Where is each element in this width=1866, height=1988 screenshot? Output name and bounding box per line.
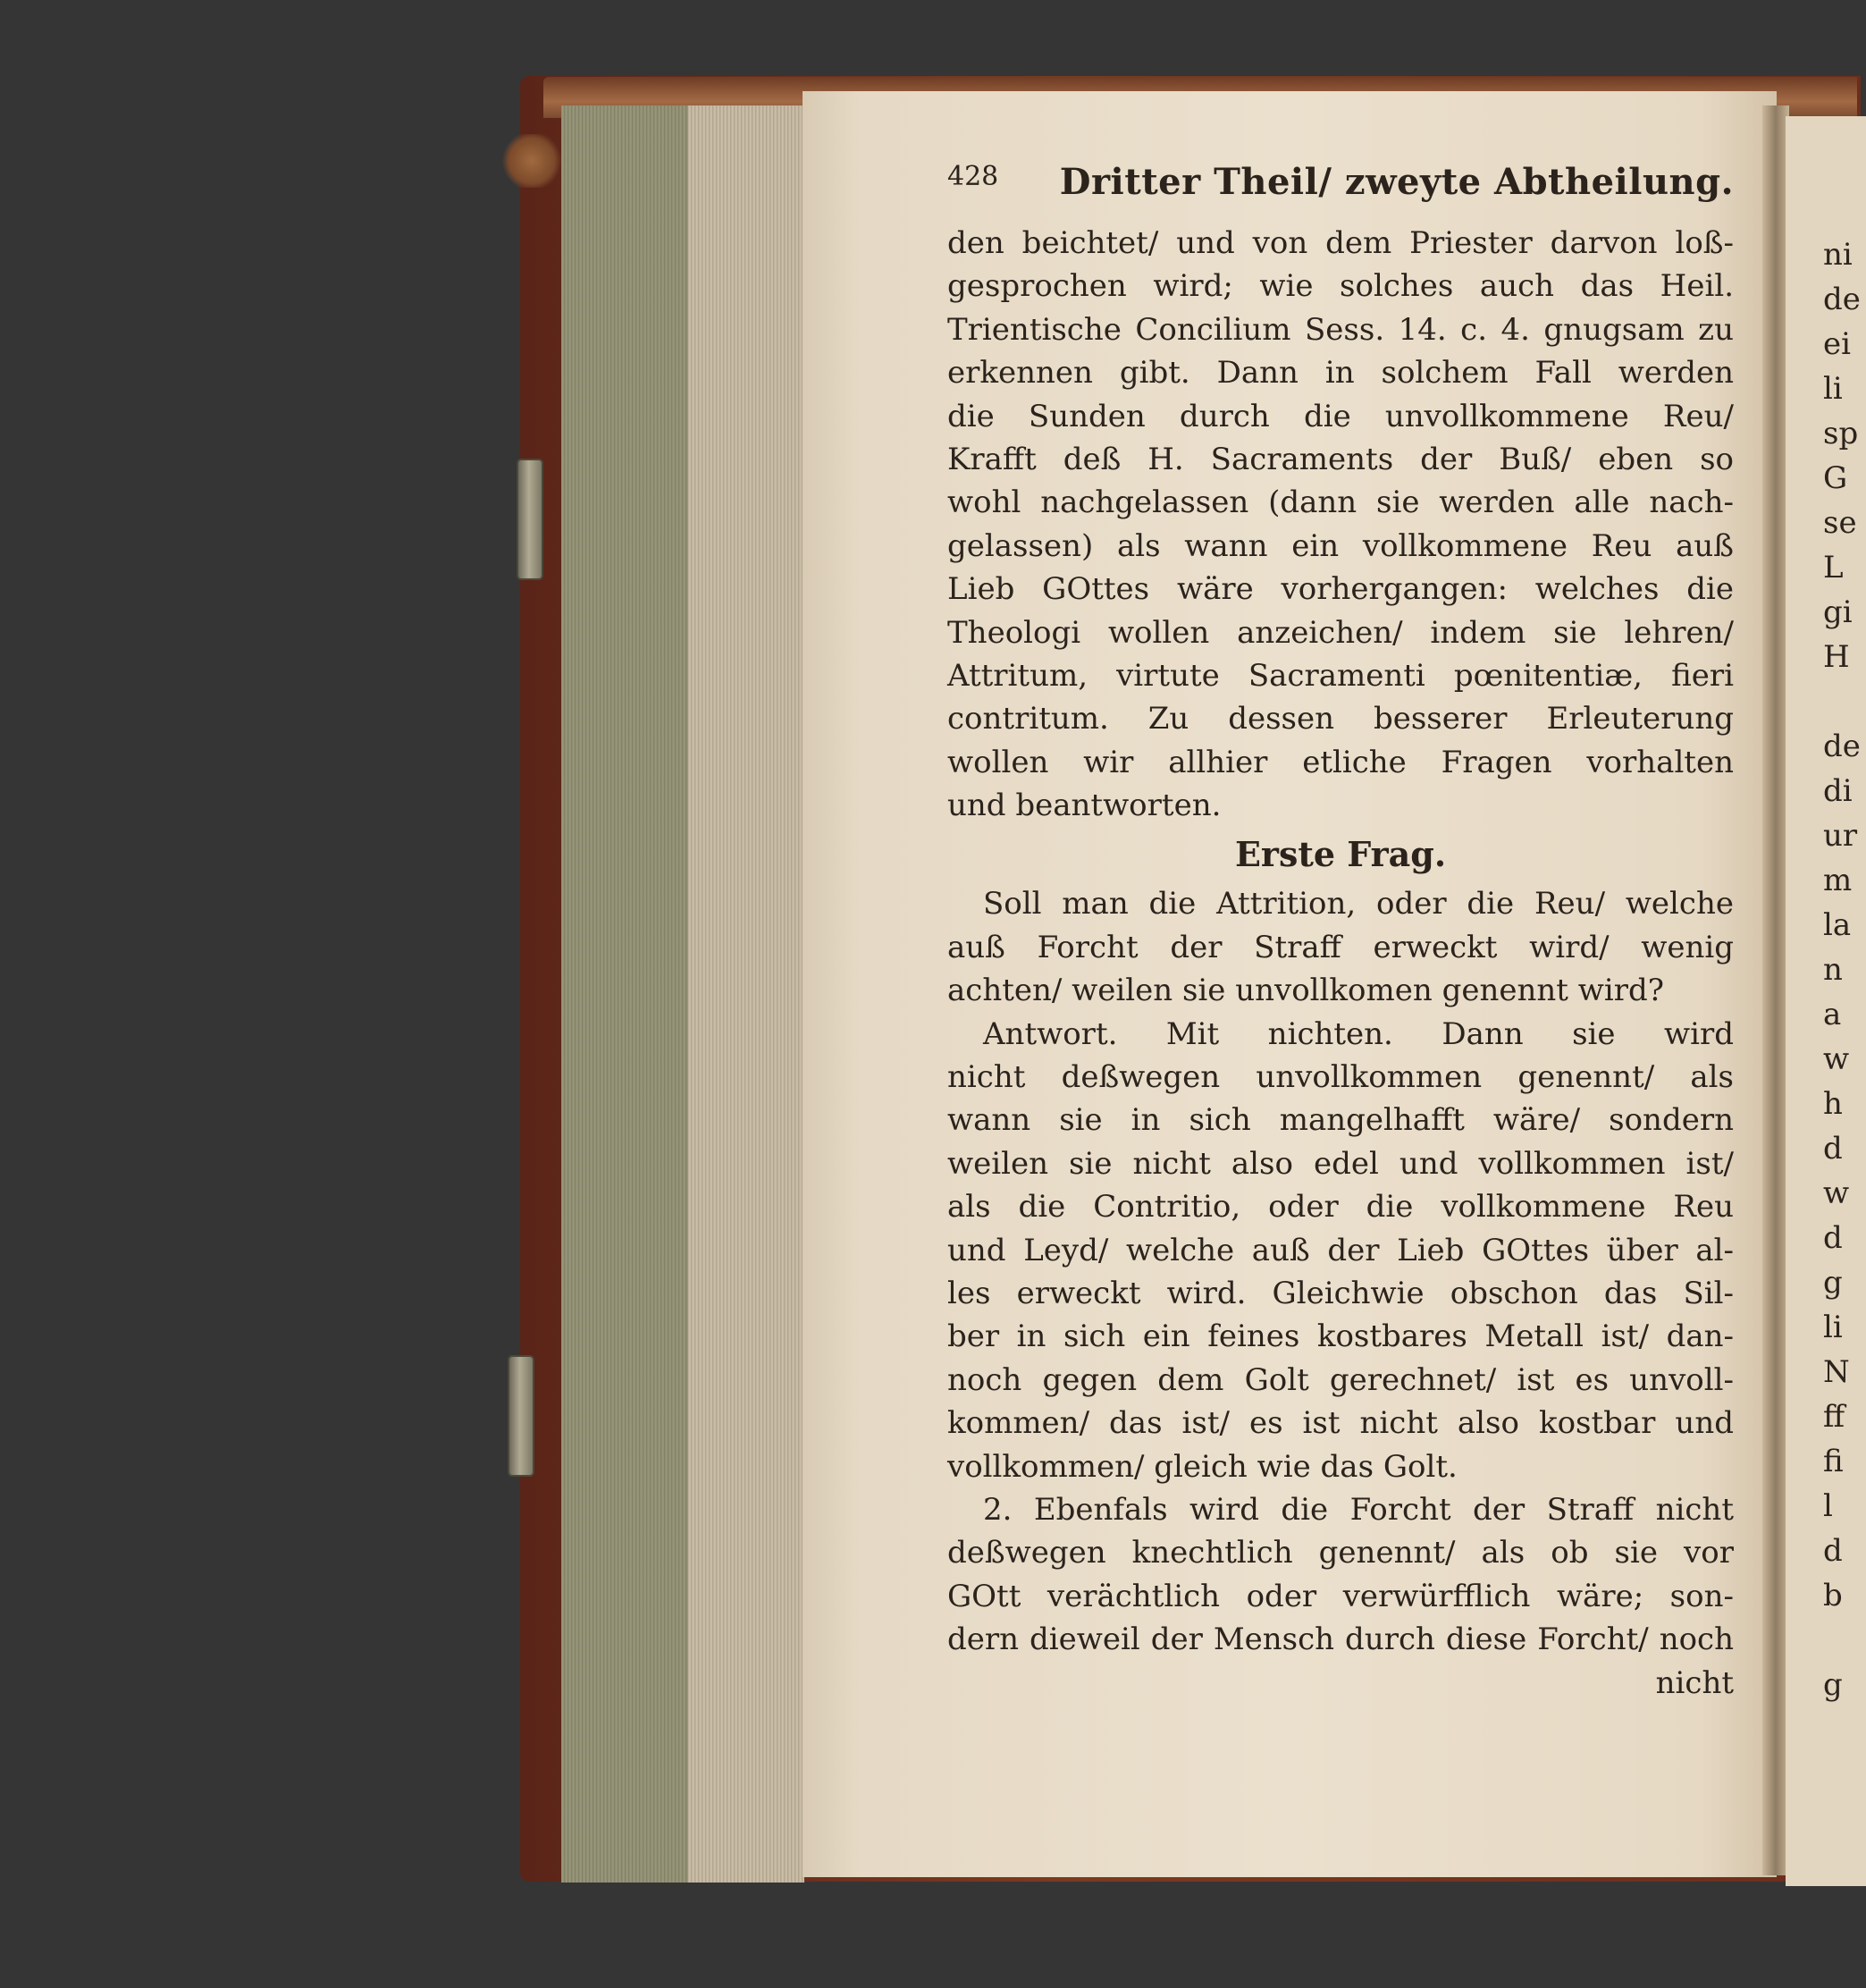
fragment-line: h [1823, 1086, 1843, 1122]
fragment-line: d [1823, 1131, 1843, 1167]
fragment-line: de [1823, 282, 1861, 317]
page-header [947, 161, 1734, 222]
fragment-line: fi [1823, 1444, 1844, 1479]
fore-edge-light [688, 105, 804, 1883]
fragment-line: g [1823, 1667, 1843, 1703]
text-line: achten/ weilen sie unvollkomen genennt wird? [947, 973, 1664, 1009]
text-line: noch gegen dem Golt gerechnet/ ist es unvoll- [947, 1361, 1734, 1398]
catchword: nicht [1655, 1664, 1734, 1701]
text-line: den beichtet/ und von dem Priester darvon loß- [947, 225, 1734, 261]
text-line: Lieb GOttes wäre vorhergangen: welches die [947, 571, 1734, 608]
text-line: deßwegen knechtlich genennt/ als ob sie vor [947, 1535, 1734, 1571]
text-line: als die Contritio, oder die vollkommene Reu [947, 1189, 1734, 1226]
fragment-line: d [1823, 1220, 1843, 1256]
answer [947, 1013, 1734, 1488]
upper-clasp [518, 460, 542, 578]
fragment-line: L [1823, 550, 1844, 585]
text-line: contritum. Zu dessen besserer Erleuterung [947, 701, 1734, 737]
text-line: vollkommen/ gleich wie das Golt. [947, 1448, 1458, 1485]
fragment-line: ni [1823, 237, 1853, 273]
fore-edge-dark [561, 105, 688, 1883]
section-heading: Erste Frag. [1234, 834, 1447, 875]
text-line: erkennen gibt. Dann in solchem Fall werden [947, 355, 1734, 392]
page-number: 428 [947, 161, 999, 192]
text-line: wann sie in sich mangelhafft wäre/ sondern [947, 1102, 1734, 1139]
fragment-line: se [1823, 505, 1857, 541]
text-line: 2. Ebenfals wird die Forcht der Straff nicht [983, 1491, 1734, 1528]
text-line: dern dieweil der Mensch durch diese Forcht/ noch [947, 1622, 1734, 1658]
text-line: GOtt verächtlich oder verwürfflich wäre; son- [947, 1578, 1734, 1614]
page-text [947, 161, 1734, 1705]
fragment-line: li [1823, 1310, 1843, 1345]
text-line: Soll man die Attrition, oder die Reu/ welche [983, 886, 1734, 922]
text-line: weilen sie nicht also edel und vollkommen ist/ [947, 1145, 1734, 1182]
text-line: wohl nachgelassen (dann sie werden alle nach- [947, 484, 1734, 521]
fragment-line [1823, 1618, 1856, 1663]
fragment-line: a [1823, 997, 1842, 1032]
fragment-line: sp [1823, 416, 1859, 451]
fragment-line: di [1823, 773, 1853, 809]
text-line: gelassen) als wann ein vollkommene Reu auß [947, 527, 1734, 564]
text-line: Antwort. Mit nichten. Dann sie wird [983, 1015, 1734, 1052]
text-line: wollen wir allhier etliche Fragen vorhalten [947, 744, 1734, 780]
running-head: Dritter Theil/ zweyte Abtheilung. [1059, 161, 1734, 203]
fragment-line: g [1823, 1265, 1843, 1301]
fragment-line: H [1823, 639, 1850, 675]
fragment-line: b [1823, 1578, 1843, 1613]
fragment-line: G [1823, 460, 1848, 496]
fragment-line: ff [1823, 1399, 1845, 1435]
text-line: gesprochen wird; wie solches auch das Heil. [947, 268, 1734, 305]
fragment-line: ei [1823, 326, 1851, 362]
paragraph-1 [947, 222, 1734, 827]
fragment-line: w [1823, 1041, 1850, 1077]
text-line: les erweckt wird. Gleichwie obschon das Sil- [947, 1275, 1734, 1311]
fragment-line [1823, 679, 1856, 724]
facing-page-fragments [1823, 232, 1861, 1707]
fragment-line: gi [1823, 594, 1853, 630]
text-line: kommen/ das ist/ es ist nicht also kostbar und [947, 1405, 1734, 1442]
text-line: Attritum, virtute Sacramenti pœnitentiæ, fieri [947, 657, 1734, 694]
text-line: Trientische Concilium Sess. 14. c. 4. gnugsam zu [947, 311, 1734, 348]
fragment-line: d [1823, 1533, 1843, 1569]
fragment-line: N [1823, 1354, 1850, 1390]
text-line: die Sunden durch die unvollkommene Reu/ [947, 398, 1734, 434]
fragment-line: l [1823, 1488, 1833, 1524]
question [947, 882, 1734, 1012]
text-line: auß Forcht der Straff erweckt wird/ wenig [947, 929, 1734, 965]
text-line: und beantworten. [947, 788, 1222, 824]
lower-clasp [509, 1357, 533, 1475]
text-line: Theologi wollen anzeichen/ indem sie lehren/ [947, 614, 1734, 651]
text-line: ber in sich ein feines kostbares Metall ist/ dan- [947, 1318, 1734, 1355]
fragment-line: w [1823, 1175, 1850, 1211]
frayed-corner [500, 134, 563, 188]
fragment-line: la [1823, 907, 1852, 943]
fragment-line: n [1823, 952, 1843, 988]
fragment-line: m [1823, 863, 1853, 898]
text-line: Krafft deß H. Sacraments der Buß/ eben so [947, 441, 1734, 477]
fragment-line: de [1823, 729, 1861, 764]
point-2 [947, 1488, 1734, 1662]
text-line: und Leyd/ welche auß der Lieb GOttes über al- [947, 1232, 1734, 1268]
text-line: nicht deßwegen unvollkommen genennt/ als [947, 1059, 1734, 1096]
fragment-line: li [1823, 371, 1843, 407]
fragment-line: ur [1823, 818, 1858, 854]
